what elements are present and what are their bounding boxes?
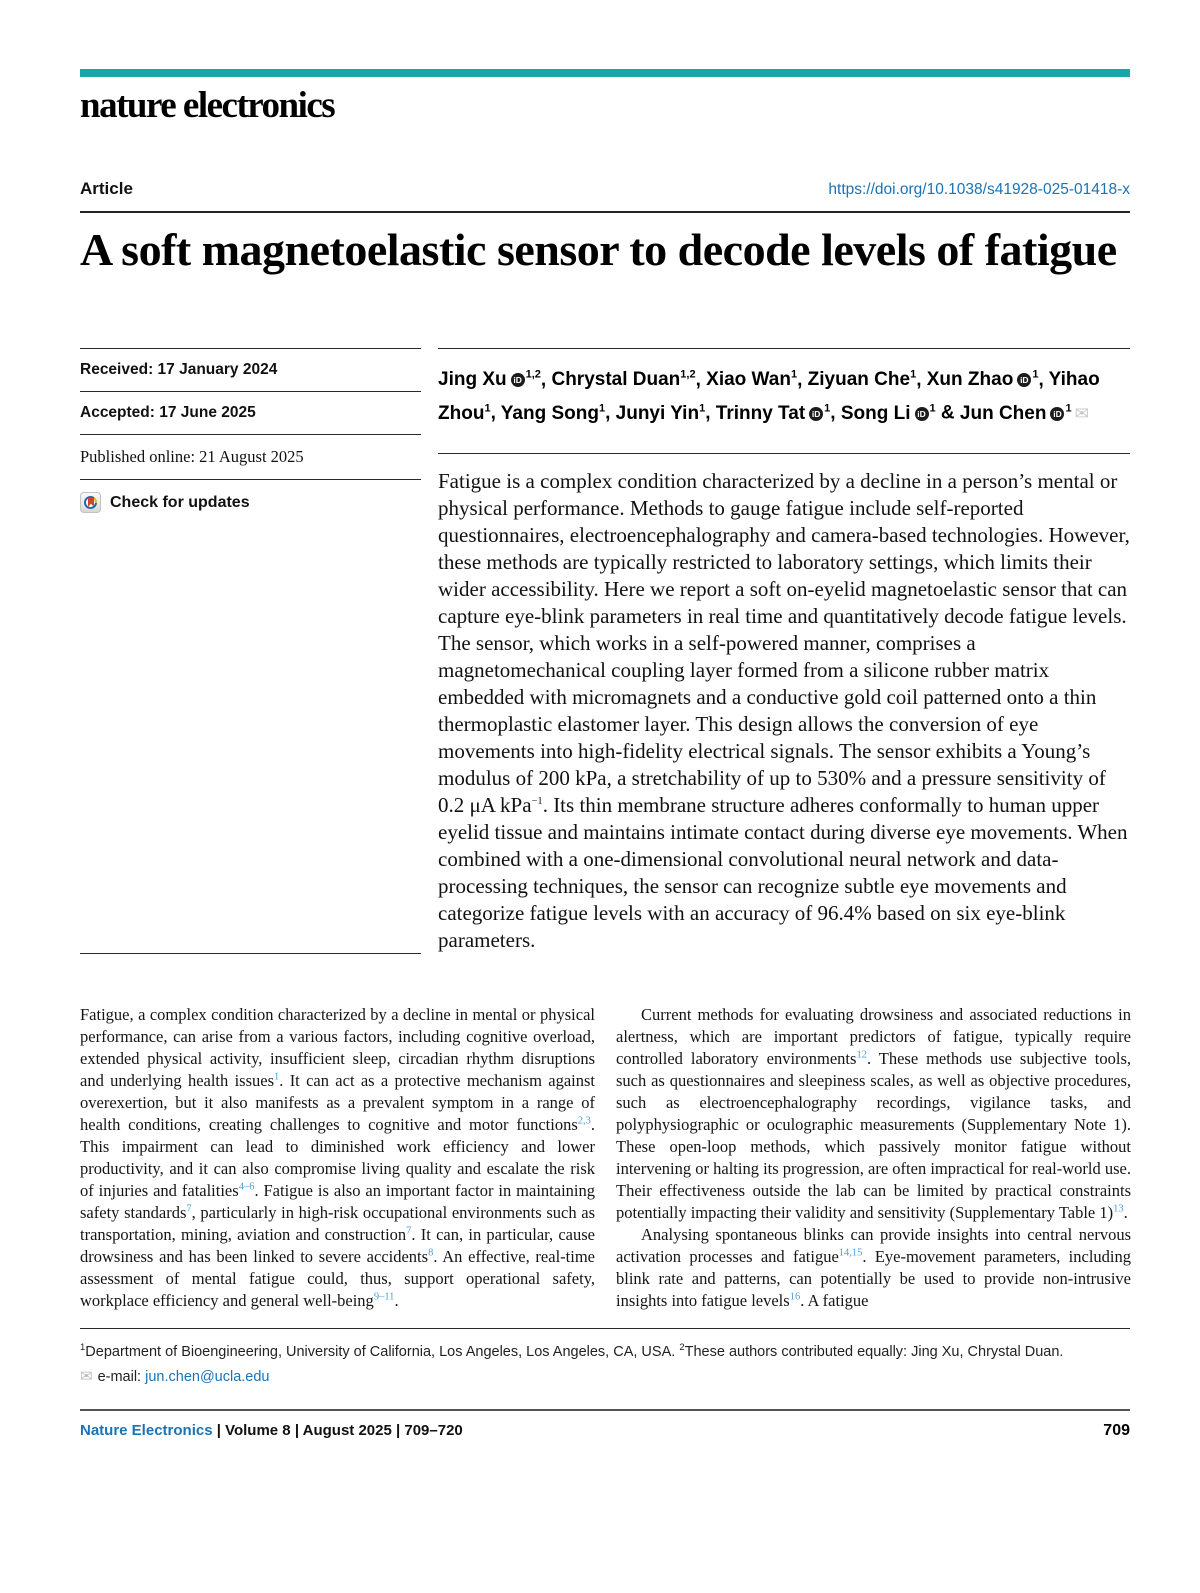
affiliation-superscript: 1,2 [525, 369, 541, 381]
affiliation-superscript: 1 [598, 402, 606, 415]
orcid-icon[interactable]: iD [1050, 407, 1064, 421]
author: Song Li iD $^1$ [840, 402, 936, 424]
reference-superscript[interactable]: 7 [186, 1203, 192, 1215]
author: Xiao Wan$^1$ [706, 369, 798, 391]
author: Yihao Zhou$^1$ [438, 369, 1100, 424]
body-paragraph: Current methods for evaluating drowsiness and associated reductions in alertness, which are important predictors of fatigue, typically require controlled laboratory environments$^{12}$. These methods use subjective tools, such as questionnaires and sleepiness scales, as well as objective procedures, such as electroencephalography recordings, vigilance tasks, and polyphysiographic or oculographic measurements (Supplementary Note 1). These open-loop methods, which passively monitor fatigue without intervening or halting its progression, are often impractical for real-world use. Their effectiveness outside the lab can be limited by practical constraints potentially impacting their validity and sensitivity (Supplementary Table 1)$^{13}$. [616, 1005, 1132, 1222]
author: Chrystal Duan$^{1,2}$ [551, 369, 696, 391]
header-columns [80, 348, 1130, 954]
affiliation-superscript: 1,2 [680, 369, 696, 381]
received-date: Received: 17 January 2024 [80, 348, 421, 391]
meta-column [80, 348, 421, 954]
page-footer [80, 1409, 1130, 1440]
affiliation-superscript: 1 [1032, 369, 1039, 381]
reference-superscript[interactable]: 14,15 [838, 1247, 863, 1259]
body-paragraph: Fatigue, a complex condition characterized by a decline in mental or physical performance, can arise from a various factors, including cognitive overload, extended physical activity, insufficient sleep, circadian rhythm disruptions and underlying health issues$^1$. It can act as a protective mechanism against overexertion, but it also manifests as a prevalent symptom in a range of health conditions, creating challenges to cognitive and motor functions$^{2,3}$. This impairment can lead to diminished work efficiency and lower productivity, and it can also compromise living quality and escalate the risk of injuries and fatalities$^{4-6}$. Fatigue is also an important factor in maintaining safety standards$^7$, particularly in high-risk occupational environments such as transportation, mining, aviation and construction$^7$. It can, in particular, cause drowsiness and has been linked to severe accidents$^8$. An effective, real-time assessment of mental fatigue could, thus, support operational safety, workplace efficiency and general well-being$^{9-11}$. [80, 1005, 596, 1310]
superscript: 1 [80, 1342, 86, 1354]
affiliation-superscript: 1 [484, 402, 491, 415]
body-columns [80, 1004, 1130, 1312]
reference-superscript[interactable]: 2,3 [577, 1115, 591, 1127]
superscript: −1 [531, 796, 543, 807]
author-abstract-column [438, 348, 1130, 954]
orcid-icon[interactable]: iD [915, 407, 929, 421]
author: Xun Zhao iD $^1$ [926, 369, 1039, 391]
affiliation-superscript: 1 [929, 402, 936, 415]
check-for-updates-label: Check for updates [110, 493, 250, 511]
journal-link[interactable]: Nature Electronics [80, 1422, 213, 1439]
reference-superscript[interactable]: 4–6 [238, 1181, 255, 1193]
superscript: 2 [679, 1342, 685, 1354]
article-header [80, 179, 1130, 213]
corresponding-author-envelope-icon[interactable]: ✉ [1074, 403, 1089, 424]
page-title: A soft magnetoelastic sensor to decode levels of fatigue [80, 224, 1117, 275]
article-type-label: Article [80, 179, 133, 198]
published-date: Published online: 21 August 2025 [80, 434, 421, 479]
author: Ziyuan Che$^1$ [807, 369, 917, 391]
orcid-icon[interactable]: iD [1017, 373, 1031, 387]
issue-info: | Volume 8 | August 2025 | 709–720 [212, 1422, 463, 1439]
check-for-updates-button[interactable] [80, 479, 421, 525]
author: Jun Chen iD $^1$ ✉ [959, 402, 1089, 424]
affiliation-superscript: 1 [910, 369, 917, 381]
author: Yang Song$^1$ [500, 402, 606, 424]
doi-link[interactable]: https://doi.org/10.1038/s41928-025-01418-x [828, 181, 1130, 198]
email-link[interactable]: jun.chen@ucla.edu [145, 1369, 270, 1385]
affiliation-superscript: 1 [1065, 402, 1072, 415]
email-label: e-mail: [97, 1369, 146, 1385]
author-list: Jing Xu iD $^{1,2}$, Chrystal Duan$^{1,2}$, Xiao Wan$^1$, Ziyuan Che$^1$, Xun Zhao iD $^1$, Yihao Zhou$^1$, Yang Song$^1$, Junyi Yin$^1$, Trinny Tat iD $^1$, Song Li iD $^1$ & Jun Chen iD $^1$ ✉ [438, 348, 1130, 453]
reference-superscript[interactable]: 7 [406, 1225, 412, 1237]
author: Jing Xu iD $^{1,2}$ [438, 369, 541, 391]
footnote-block [80, 1328, 1130, 1389]
affiliation-superscript: 1 [824, 402, 831, 415]
page-number: 709 [1103, 1422, 1130, 1439]
envelope-icon: ✉ [80, 1367, 93, 1385]
reference-superscript[interactable]: 12 [856, 1049, 867, 1061]
affiliation-superscript: 1 [790, 369, 798, 381]
author: Junyi Yin$^1$ [615, 402, 706, 424]
reference-superscript[interactable]: 16 [789, 1291, 801, 1303]
affiliation-line: $^1$Department of Bioengineering, University of California, Los Angeles, Los Angeles, CA, USA. $^2$These authors contributed equally: Jing Xu, Chrystal Duan. [80, 1342, 1064, 1360]
affiliation-superscript: 1 [699, 402, 706, 415]
orcid-icon[interactable]: iD [511, 373, 525, 387]
reference-superscript[interactable]: 9–11 [373, 1291, 395, 1303]
email-line [80, 1364, 1130, 1389]
accepted-date: Accepted: 17 June 2025 [80, 391, 421, 434]
brand-bar [80, 69, 1130, 77]
abstract: Fatigue is a complex condition characterized by a decline in a person’s mental or physical performance. Methods to gauge fatigue include self-reported questionnaires, electroencephalography and camera-based technologies. However, these methods are typically restricted to laboratory settings, which limits their wider accessibility. Here we report a soft on-eyelid magnetoelastic sensor that can capture eye-blink parameters in real time and quantitatively decode fatigue levels. The sensor, which works in a self-powered manner, comprises a magnetomechanical coupling layer formed from a silicone rubber matrix embedded with micromagnets and a conductive gold coil patterned onto a thin thermoplastic elastomer layer. This design allows the conversion of eye movements into high-fidelity electrical signals. The sensor exhibits a Young’s modulus of 200 kPa, a stretchability of up to 530% and a pressure sensitivity of 0.2 μA kPa$^{-1}$. Its thin membrane structure adheres conformally to human upper eyelid tissue and maintains intimate contact during diverse eye movements. When combined with a one-dimensional convolutional neural network and data-processing techniques, the sensor can recognize subtle eye movements and categorize fatigue levels with an accuracy of 96.4% based on six eye-blink parameters. [438, 453, 1130, 954]
body-column-left [80, 1004, 595, 1312]
body-column-right [616, 1004, 1131, 1312]
reference-superscript[interactable]: 1 [274, 1071, 280, 1083]
crossmark-icon [80, 492, 101, 513]
journal-logo: nature electronics [80, 85, 335, 126]
citation-line [80, 1422, 463, 1439]
author: Trinny Tat iD $^1$ [715, 402, 831, 424]
reference-superscript[interactable]: 13 [1113, 1203, 1124, 1215]
body-paragraph: Analysing spontaneous blinks can provide insights into central nervous activation processes and fatigue$^{14,15}$. Eye-movement parameters, including blink rate and patterns, can potentially be used to provide non-intrusive insights into fatigue levels$^{16}$. A fatigue [616, 1225, 1132, 1310]
reference-superscript[interactable]: 8 [428, 1247, 434, 1259]
orcid-icon[interactable]: iD [809, 407, 823, 421]
